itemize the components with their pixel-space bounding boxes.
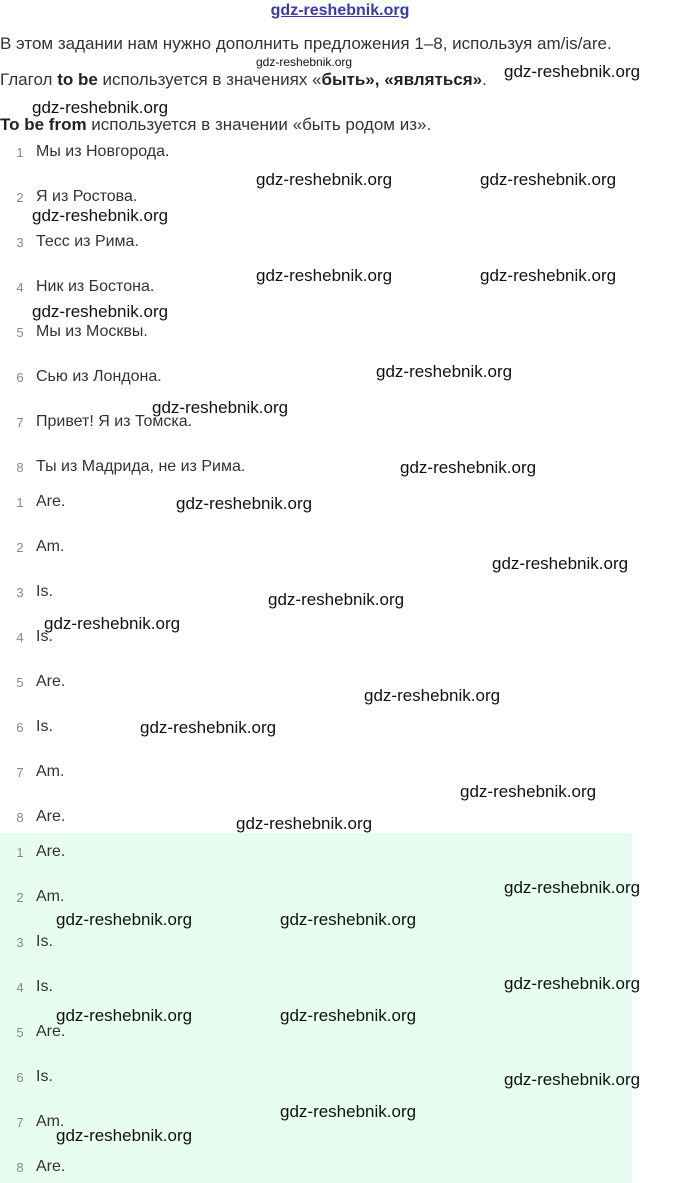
- intro-text: используется в значениях «: [97, 70, 322, 89]
- sentence-text: Привет! Я из Томска.: [36, 413, 193, 430]
- item-number: 3: [16, 935, 24, 950]
- item-number: 1: [16, 495, 24, 510]
- watermark: gdz-reshebnik.org: [256, 55, 353, 69]
- watermark: gdz-reshebnik.org: [140, 718, 277, 737]
- item-number: 2: [16, 890, 24, 905]
- watermark: gdz-reshebnik.org: [480, 266, 617, 285]
- watermark: gdz-reshebnik.org: [152, 398, 289, 417]
- intro-text: .: [482, 70, 487, 89]
- item-number: 7: [16, 415, 24, 430]
- sentence-text: Ник из Бостона.: [36, 278, 155, 295]
- watermark: gdz-reshebnik.org: [56, 1126, 193, 1145]
- site-link[interactable]: gdz-reshebnik.org: [270, 2, 410, 19]
- watermark: gdz-reshebnik.org: [364, 686, 501, 705]
- intro-line-3: [0, 115, 431, 135]
- item-number: 7: [16, 1115, 24, 1130]
- answer-text: Are.: [36, 1158, 66, 1175]
- item-number: 7: [16, 765, 24, 780]
- watermark: gdz-reshebnik.org: [480, 170, 617, 189]
- item-number: 4: [16, 630, 24, 645]
- intro-text: используется в значении «быть родом из».: [86, 115, 432, 134]
- item-number: 5: [16, 1025, 24, 1040]
- intro-text: Глагол: [0, 70, 58, 89]
- item-number: 2: [16, 540, 24, 555]
- answer-text: Am.: [36, 538, 65, 555]
- answer-text: Is.: [36, 628, 53, 645]
- answer-text: Is.: [36, 978, 53, 995]
- item-number: 4: [16, 280, 24, 295]
- watermark: gdz-reshebnik.org: [56, 1006, 193, 1025]
- watermark: gdz-reshebnik.org: [504, 62, 641, 81]
- answer-text: Is.: [36, 1068, 53, 1085]
- answer-text: Am.: [36, 1113, 65, 1130]
- watermark: gdz-reshebnik.org: [56, 910, 193, 929]
- sentence-text: Мы из Москвы.: [36, 323, 148, 340]
- answer-text: Are.: [36, 493, 66, 510]
- answer-text: Is.: [36, 583, 53, 600]
- sentence-text: Ты из Мадрида, не из Рима.: [36, 458, 246, 475]
- watermark: gdz-reshebnik.org: [376, 362, 513, 381]
- watermark: gdz-reshebnik.org: [256, 170, 393, 189]
- item-number: 5: [16, 675, 24, 690]
- item-number: 3: [16, 585, 24, 600]
- item-number: 6: [16, 720, 24, 735]
- intro-bold: To be from: [0, 115, 87, 134]
- watermark: gdz-reshebnik.org: [504, 974, 641, 993]
- answer-text: Are.: [36, 808, 66, 825]
- item-number: 6: [16, 1070, 24, 1085]
- intro-bold: to be: [57, 70, 98, 89]
- watermark: gdz-reshebnik.org: [236, 814, 373, 833]
- item-number: 5: [16, 325, 24, 340]
- watermark: gdz-reshebnik.org: [44, 614, 181, 633]
- answer-text: Is.: [36, 718, 53, 735]
- watermark: gdz-reshebnik.org: [280, 1006, 417, 1025]
- sentence-text: Мы из Новгорода.: [36, 143, 170, 160]
- item-number: 4: [16, 980, 24, 995]
- sentence-text: Я из Ростова.: [36, 188, 138, 205]
- intro-bold: быть», «являться»: [321, 70, 483, 89]
- watermark: gdz-reshebnik.org: [504, 878, 641, 897]
- item-number: 8: [16, 1160, 24, 1175]
- answer-text: Am.: [36, 888, 65, 905]
- item-number: 8: [16, 810, 24, 825]
- item-number: 2: [16, 190, 24, 205]
- watermark: gdz-reshebnik.org: [32, 98, 169, 117]
- watermark: gdz-reshebnik.org: [32, 302, 169, 321]
- answer-text: Am.: [36, 763, 65, 780]
- item-number: 3: [16, 235, 24, 250]
- answer-text: Is.: [36, 933, 53, 950]
- watermark: gdz-reshebnik.org: [268, 590, 405, 609]
- sentence-text: Тесс из Рима.: [36, 233, 139, 250]
- watermark: gdz-reshebnik.org: [492, 554, 629, 573]
- item-number: 1: [16, 845, 24, 860]
- watermark: gdz-reshebnik.org: [32, 206, 169, 225]
- watermark: gdz-reshebnik.org: [400, 458, 537, 477]
- watermark: gdz-reshebnik.org: [280, 1102, 417, 1121]
- watermark: gdz-reshebnik.org: [176, 494, 313, 513]
- watermark: gdz-reshebnik.org: [280, 910, 417, 929]
- answer-text: Are.: [36, 843, 66, 860]
- answer-text: Are.: [36, 673, 66, 690]
- watermark: gdz-reshebnik.org: [256, 266, 393, 285]
- sentence-text: Сью из Лондона.: [36, 368, 162, 385]
- intro-line-2: [0, 70, 487, 90]
- watermark: gdz-reshebnik.org: [460, 782, 597, 801]
- watermark: gdz-reshebnik.org: [504, 1070, 641, 1089]
- item-number: 8: [16, 460, 24, 475]
- item-number: 1: [16, 145, 24, 160]
- item-number: 6: [16, 370, 24, 385]
- intro-line-1: В этом задании нам нужно дополнить предложения 1–8, используя am/is/are.: [0, 34, 612, 53]
- answer-text: Are.: [36, 1023, 66, 1040]
